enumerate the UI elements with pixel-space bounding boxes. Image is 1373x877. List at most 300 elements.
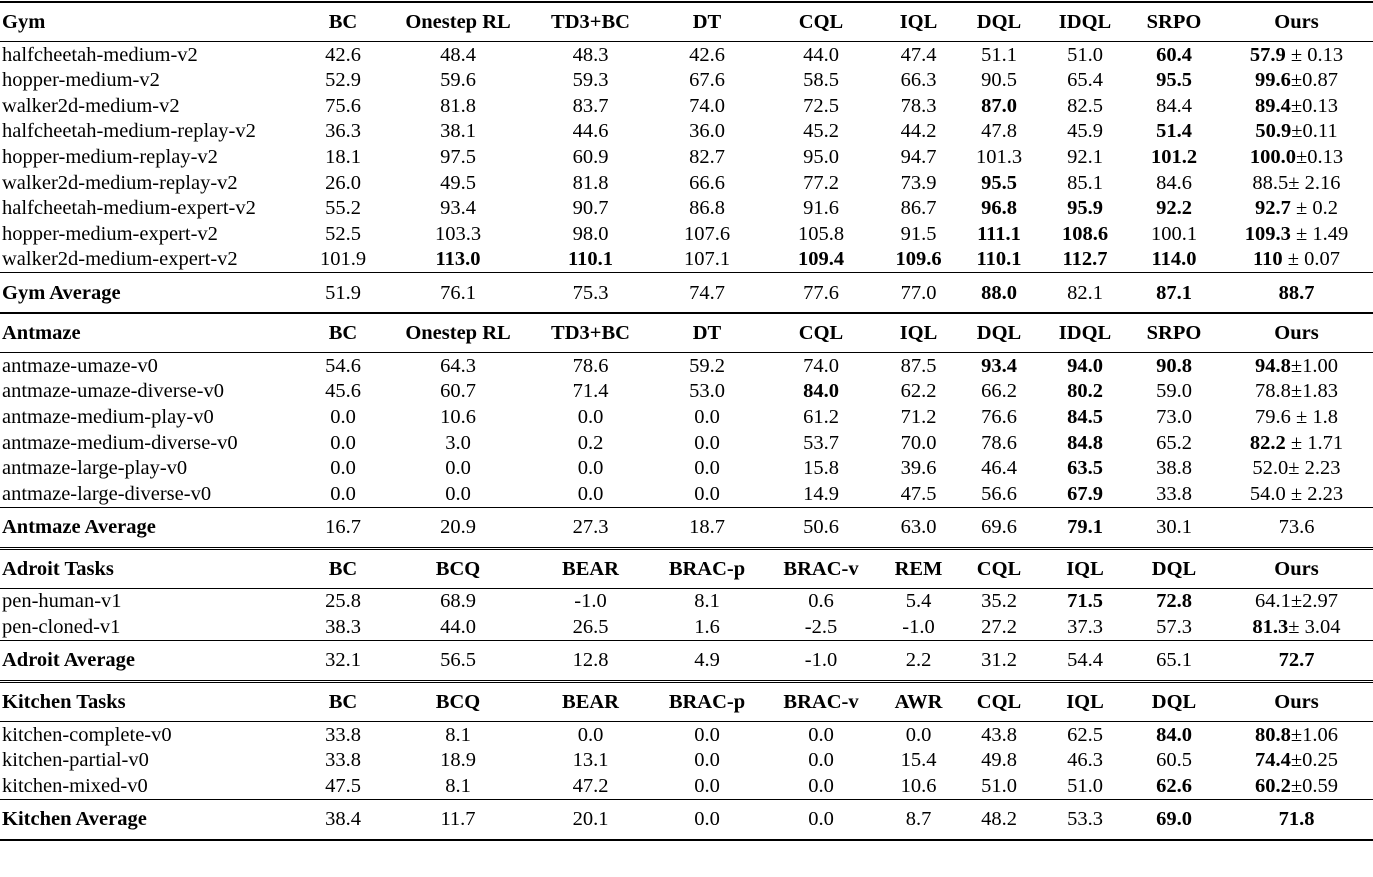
average-value: 31.2 (981, 649, 1017, 672)
score-value: 25.8 (325, 590, 361, 613)
score-cell (956, 773, 1042, 799)
score-cell (956, 588, 1042, 614)
score-value: 95.5 (981, 171, 1017, 194)
score-cell (1042, 68, 1128, 94)
score-cell (528, 430, 653, 456)
average-value: 8.7 (881, 799, 956, 840)
score-value: 72.5 (803, 94, 839, 117)
score-value: 52.5 (325, 222, 361, 245)
table-row (0, 353, 1373, 379)
score-value: 0.0 (808, 749, 834, 772)
task-name: halfcheetah-medium-v2 (2, 43, 198, 66)
column-header: IQL (881, 313, 956, 353)
score-cell (388, 196, 528, 222)
score-value: 33.8 (325, 723, 361, 746)
task-name: antmaze-umaze-diverse-v0 (2, 380, 224, 403)
score-cell (881, 615, 956, 641)
score-cell (388, 93, 528, 119)
score-value: 84.0 (1156, 723, 1192, 746)
score-value: 59.6 (440, 69, 476, 92)
score-cell (1128, 247, 1220, 273)
score-cell (1128, 170, 1220, 196)
column-header: CQL (761, 313, 881, 353)
score-value: 0.0 (694, 431, 720, 454)
table-row (0, 748, 1373, 774)
score-cell (653, 119, 761, 145)
score-value: 75.6 (325, 94, 361, 117)
score-cell (881, 430, 956, 456)
score-value: 71.4 (572, 380, 609, 403)
table-row (0, 722, 1373, 748)
std-value: ±0.59 (1290, 774, 1338, 797)
score-cell (1128, 588, 1220, 614)
score-value: 44.0 (440, 616, 476, 639)
score-cell (1128, 481, 1220, 507)
score-value: 67.6 (689, 69, 725, 92)
score-cell (1220, 456, 1373, 482)
score-cell (1220, 588, 1373, 614)
average-value: 27.3 (572, 516, 609, 539)
table-row (0, 144, 1373, 170)
score-value: 87.5 (900, 354, 937, 377)
score-value: 0.0 (905, 723, 932, 746)
score-value: 59.3 (572, 69, 609, 92)
score-cell (881, 379, 956, 405)
score-cell (761, 722, 881, 748)
score-cell (761, 588, 881, 614)
average-value: 77.6 (803, 281, 839, 304)
score-value: 71.2 (900, 406, 937, 429)
score-cell (1042, 247, 1128, 273)
score-cell (761, 144, 881, 170)
column-header: IDQL (1042, 313, 1128, 353)
task-name: antmaze-medium-play-v0 (2, 406, 214, 429)
std-value: ±0.87 (1290, 69, 1338, 92)
score-cell (298, 405, 388, 431)
score-value: 33.8 (1156, 482, 1192, 505)
score-cell (1128, 405, 1220, 431)
score-value: 92.2 (1156, 197, 1192, 220)
column-header: BC (298, 548, 388, 588)
score-cell (388, 588, 528, 614)
score-cell (653, 42, 761, 68)
task-name: walker2d-medium-expert-v2 (0, 247, 298, 273)
score-cell (881, 119, 956, 145)
score-value: 53.7 (803, 431, 839, 454)
column-header: CQL (956, 548, 1042, 588)
average-row (0, 507, 1373, 548)
score-value: 58.5 (803, 69, 839, 92)
score-value: 8.1 (445, 774, 471, 797)
score-value: 26.0 (325, 171, 361, 194)
average-value: 82.1 (1067, 281, 1103, 304)
score-value: 54.0 (1249, 482, 1286, 505)
column-header: DQL (956, 313, 1042, 353)
score-value: 60.5 (1156, 749, 1192, 772)
score-value: 18.9 (440, 749, 476, 772)
score-value: 110.1 (568, 248, 613, 271)
table-row (0, 615, 1373, 641)
score-cell (761, 379, 881, 405)
score-cell (388, 430, 528, 456)
score-cell (653, 722, 761, 748)
score-cell (653, 144, 761, 170)
score-value: 44.2 (900, 120, 937, 143)
score-value: 86.8 (689, 197, 725, 220)
score-value: 100.1 (1150, 222, 1198, 245)
score-value: 101.3 (975, 145, 1023, 168)
table-row (0, 196, 1373, 222)
score-value: 81.3 (1252, 616, 1289, 639)
score-cell (298, 42, 388, 68)
score-cell (761, 119, 881, 145)
score-value: 62.6 (1156, 774, 1192, 797)
score-value: 0.0 (330, 406, 356, 429)
score-value: 10.6 (900, 774, 937, 797)
std-value: ± 0.2 (1290, 197, 1338, 220)
average-value: 69.6 (981, 516, 1017, 539)
score-cell (881, 588, 956, 614)
score-value: 0.2 (577, 431, 604, 454)
score-value: 49.8 (981, 749, 1017, 772)
score-cell (298, 93, 388, 119)
std-value: ± 3.04 (1288, 616, 1341, 639)
score-value: 62.5 (1067, 723, 1103, 746)
score-value: 92.7 (1254, 197, 1291, 220)
average-value: 0.0 (761, 799, 881, 840)
score-value: 77.2 (803, 171, 839, 194)
score-value: 0.0 (445, 482, 471, 505)
score-value: 36.0 (689, 120, 725, 143)
column-header: Onestep RL (388, 2, 528, 42)
score-cell (956, 144, 1042, 170)
score-value: 101.2 (1150, 145, 1198, 168)
average-value: 73.6 (1278, 516, 1315, 539)
score-cell (653, 405, 761, 431)
score-cell (298, 221, 388, 247)
average-value: 77.0 (900, 281, 937, 304)
score-value: 95.5 (1156, 69, 1192, 92)
score-value: 47.5 (900, 482, 937, 505)
score-value: 59.0 (1156, 380, 1192, 403)
score-cell (881, 68, 956, 94)
score-value: 90.8 (1156, 354, 1192, 377)
score-cell (956, 748, 1042, 774)
score-cell (298, 481, 388, 507)
score-value: 94.7 (900, 145, 937, 168)
score-value: 47.4 (900, 43, 937, 66)
column-header: DT (653, 2, 761, 42)
average-row (0, 641, 1373, 682)
score-cell (1042, 353, 1128, 379)
std-value: ± 2.23 (1288, 457, 1341, 480)
score-cell (881, 93, 956, 119)
table-row (0, 68, 1373, 94)
score-value: 85.1 (1067, 171, 1103, 194)
score-cell (653, 588, 761, 614)
average-row (0, 273, 1373, 314)
score-cell (528, 119, 653, 145)
average-value: 87.1 (1156, 281, 1192, 304)
score-cell (761, 247, 881, 273)
score-cell (298, 196, 388, 222)
column-header: BC (298, 2, 388, 42)
score-cell (1128, 196, 1220, 222)
score-value: 74.0 (803, 354, 839, 377)
score-cell (881, 221, 956, 247)
score-value: 54.6 (325, 354, 361, 377)
score-value: 36.3 (325, 120, 361, 143)
score-cell (528, 405, 653, 431)
score-value: 99.6 (1254, 69, 1291, 92)
score-value: 66.2 (981, 380, 1017, 403)
table-row (0, 481, 1373, 507)
average-value: 18.7 (689, 516, 725, 539)
score-value: 60.2 (1254, 774, 1291, 797)
score-cell (956, 170, 1042, 196)
score-cell (1042, 144, 1128, 170)
score-value: 49.5 (440, 171, 476, 194)
table-row (0, 588, 1373, 614)
score-value: 0.0 (577, 482, 604, 505)
score-value: 93.4 (440, 197, 476, 220)
score-value: 15.8 (803, 457, 839, 480)
table-row (0, 430, 1373, 456)
score-value: 95.9 (1067, 197, 1103, 220)
score-value: 53.0 (689, 380, 725, 403)
score-cell (1042, 196, 1128, 222)
score-cell (881, 353, 956, 379)
score-value: 38.3 (325, 616, 361, 639)
score-value: 50.9 (1255, 120, 1292, 143)
score-cell (956, 68, 1042, 94)
score-value: 0.0 (694, 723, 720, 746)
score-value: 0.0 (694, 749, 720, 772)
score-value: 65.4 (1067, 69, 1103, 92)
task-name: walker2d-medium-v2 (2, 94, 180, 117)
average-value: 71.8 (1220, 799, 1373, 840)
average-value: 20.1 (528, 799, 653, 840)
score-cell (388, 748, 528, 774)
score-cell (1220, 196, 1373, 222)
score-value: 42.6 (325, 43, 361, 66)
score-value: 91.5 (900, 222, 937, 245)
task-name: walker2d-medium-replay-v2 (2, 171, 238, 194)
score-value: 1.6 (694, 616, 720, 639)
score-value: 56.6 (981, 482, 1017, 505)
task-name: antmaze-large-play-v0 (2, 457, 188, 480)
column-header: BEAR (528, 548, 653, 588)
std-value: ±0.11 (1291, 120, 1338, 143)
score-value: 90.5 (981, 69, 1017, 92)
score-value: 96.8 (981, 197, 1017, 220)
task-name: pen-cloned-v1 (0, 615, 298, 641)
score-value: 43.8 (981, 723, 1017, 746)
score-value: 44.6 (572, 120, 609, 143)
score-cell (388, 170, 528, 196)
score-cell (956, 196, 1042, 222)
score-cell (298, 379, 388, 405)
score-value: 63.5 (1067, 457, 1103, 480)
section-header-row (0, 548, 1373, 588)
score-cell (956, 481, 1042, 507)
score-cell (653, 353, 761, 379)
score-cell (1042, 481, 1128, 507)
score-cell (653, 615, 761, 641)
score-cell (388, 456, 528, 482)
score-value: 44.0 (803, 43, 839, 66)
score-cell (1042, 430, 1128, 456)
score-cell (653, 170, 761, 196)
score-value: 45.6 (325, 380, 361, 403)
score-value: 100.0 (1249, 145, 1296, 168)
score-value: 52.9 (325, 69, 361, 92)
score-cell (388, 615, 528, 641)
score-value: 0.0 (330, 482, 356, 505)
score-cell (528, 247, 653, 273)
score-cell (298, 748, 388, 774)
score-value: 0.0 (577, 406, 604, 429)
score-value: 113.0 (435, 248, 481, 271)
task-name: kitchen-partial-v0 (2, 749, 149, 772)
score-value: 71.5 (1067, 590, 1103, 613)
score-cell (1220, 247, 1373, 273)
score-cell (1042, 119, 1128, 145)
average-label: Antmaze Average (2, 516, 156, 539)
score-cell (1128, 773, 1220, 799)
score-cell (761, 196, 881, 222)
std-value: ± 2.23 (1285, 482, 1344, 505)
score-value: 55.2 (325, 197, 361, 220)
score-cell (1220, 722, 1373, 748)
score-cell (298, 119, 388, 145)
score-value: 82.7 (689, 145, 725, 168)
score-value: 109.3 (1244, 222, 1291, 245)
score-cell (761, 405, 881, 431)
score-value: 78.6 (981, 431, 1017, 454)
score-cell (956, 221, 1042, 247)
score-value: 51.4 (1156, 120, 1192, 143)
score-cell (388, 481, 528, 507)
column-header: Onestep RL (388, 313, 528, 353)
section-header-row (0, 682, 1373, 722)
table-row (0, 773, 1373, 799)
score-cell (1042, 456, 1128, 482)
score-value: 8.1 (694, 590, 720, 613)
section-title: Adroit Tasks (0, 548, 298, 588)
score-cell (1128, 615, 1220, 641)
average-value: 38.4 (298, 799, 388, 840)
average-value: 72.7 (1278, 649, 1315, 672)
score-cell (1220, 170, 1373, 196)
column-header: AWR (881, 682, 956, 722)
score-value: 51.0 (1067, 774, 1103, 797)
score-cell (653, 247, 761, 273)
average-value: 12.8 (572, 649, 609, 672)
score-value: 78.3 (900, 94, 937, 117)
column-header: REM (881, 548, 956, 588)
average-value: -1.0 (804, 649, 838, 672)
task-name: hopper-medium-replay-v2 (2, 145, 218, 168)
column-header: CQL (761, 2, 881, 42)
score-value: 0.0 (445, 457, 471, 480)
score-cell (1042, 42, 1128, 68)
score-cell (653, 456, 761, 482)
average-value: 88.0 (981, 281, 1017, 304)
score-value: 74.0 (689, 94, 725, 117)
score-cell (1220, 353, 1373, 379)
score-cell (1042, 221, 1128, 247)
score-cell (881, 247, 956, 273)
score-value: 0.0 (577, 723, 604, 746)
score-cell (388, 42, 528, 68)
task-name: kitchen-complete-v0 (2, 723, 172, 746)
score-cell (388, 119, 528, 145)
score-value: 39.6 (900, 457, 937, 480)
task-name: antmaze-medium-diverse-v0 (2, 431, 238, 454)
score-value: 51.0 (981, 774, 1017, 797)
section-title: Kitchen Tasks (0, 682, 298, 722)
score-cell (1220, 144, 1373, 170)
score-value: 64.1 (1254, 590, 1291, 613)
score-value: 82.2 (1249, 431, 1286, 454)
score-value: 3.0 (445, 431, 471, 454)
score-value: 0.0 (577, 457, 604, 480)
score-cell (761, 93, 881, 119)
score-cell (881, 481, 956, 507)
score-value: 57.3 (1156, 616, 1192, 639)
average-value: 75.3 (572, 281, 609, 304)
score-value: 94.8 (1254, 354, 1291, 377)
score-value: 45.9 (1067, 120, 1103, 143)
score-cell (1220, 748, 1373, 774)
average-label: Gym Average (2, 281, 121, 304)
score-value: 74.4 (1254, 749, 1291, 772)
score-cell (388, 247, 528, 273)
score-cell (298, 353, 388, 379)
score-value: 62.2 (900, 380, 937, 403)
score-value: -1.0 (574, 590, 607, 613)
score-value: 97.5 (440, 145, 476, 168)
score-value: 0.0 (694, 457, 720, 480)
score-cell (653, 196, 761, 222)
table-row (0, 170, 1373, 196)
score-value: 15.4 (900, 749, 937, 772)
std-value: ± 0.13 (1285, 43, 1344, 66)
score-value: 82.5 (1067, 94, 1103, 117)
score-cell (298, 247, 388, 273)
score-cell (528, 481, 653, 507)
score-cell (653, 379, 761, 405)
score-cell (1220, 481, 1373, 507)
score-cell (528, 722, 653, 748)
score-value: 89.4 (1254, 94, 1291, 117)
score-cell (761, 456, 881, 482)
score-cell (881, 456, 956, 482)
average-value: 20.9 (440, 516, 476, 539)
column-header: Ours (1220, 682, 1373, 722)
score-cell (1220, 68, 1373, 94)
score-cell (1128, 68, 1220, 94)
column-header: CQL (956, 682, 1042, 722)
column-header: DQL (1128, 682, 1220, 722)
score-value: 88.5 (1252, 171, 1289, 194)
score-cell (653, 748, 761, 774)
table-row (0, 247, 1373, 273)
std-value: ± 1.49 (1290, 222, 1349, 245)
score-value: 66.3 (900, 69, 937, 92)
score-cell (388, 221, 528, 247)
